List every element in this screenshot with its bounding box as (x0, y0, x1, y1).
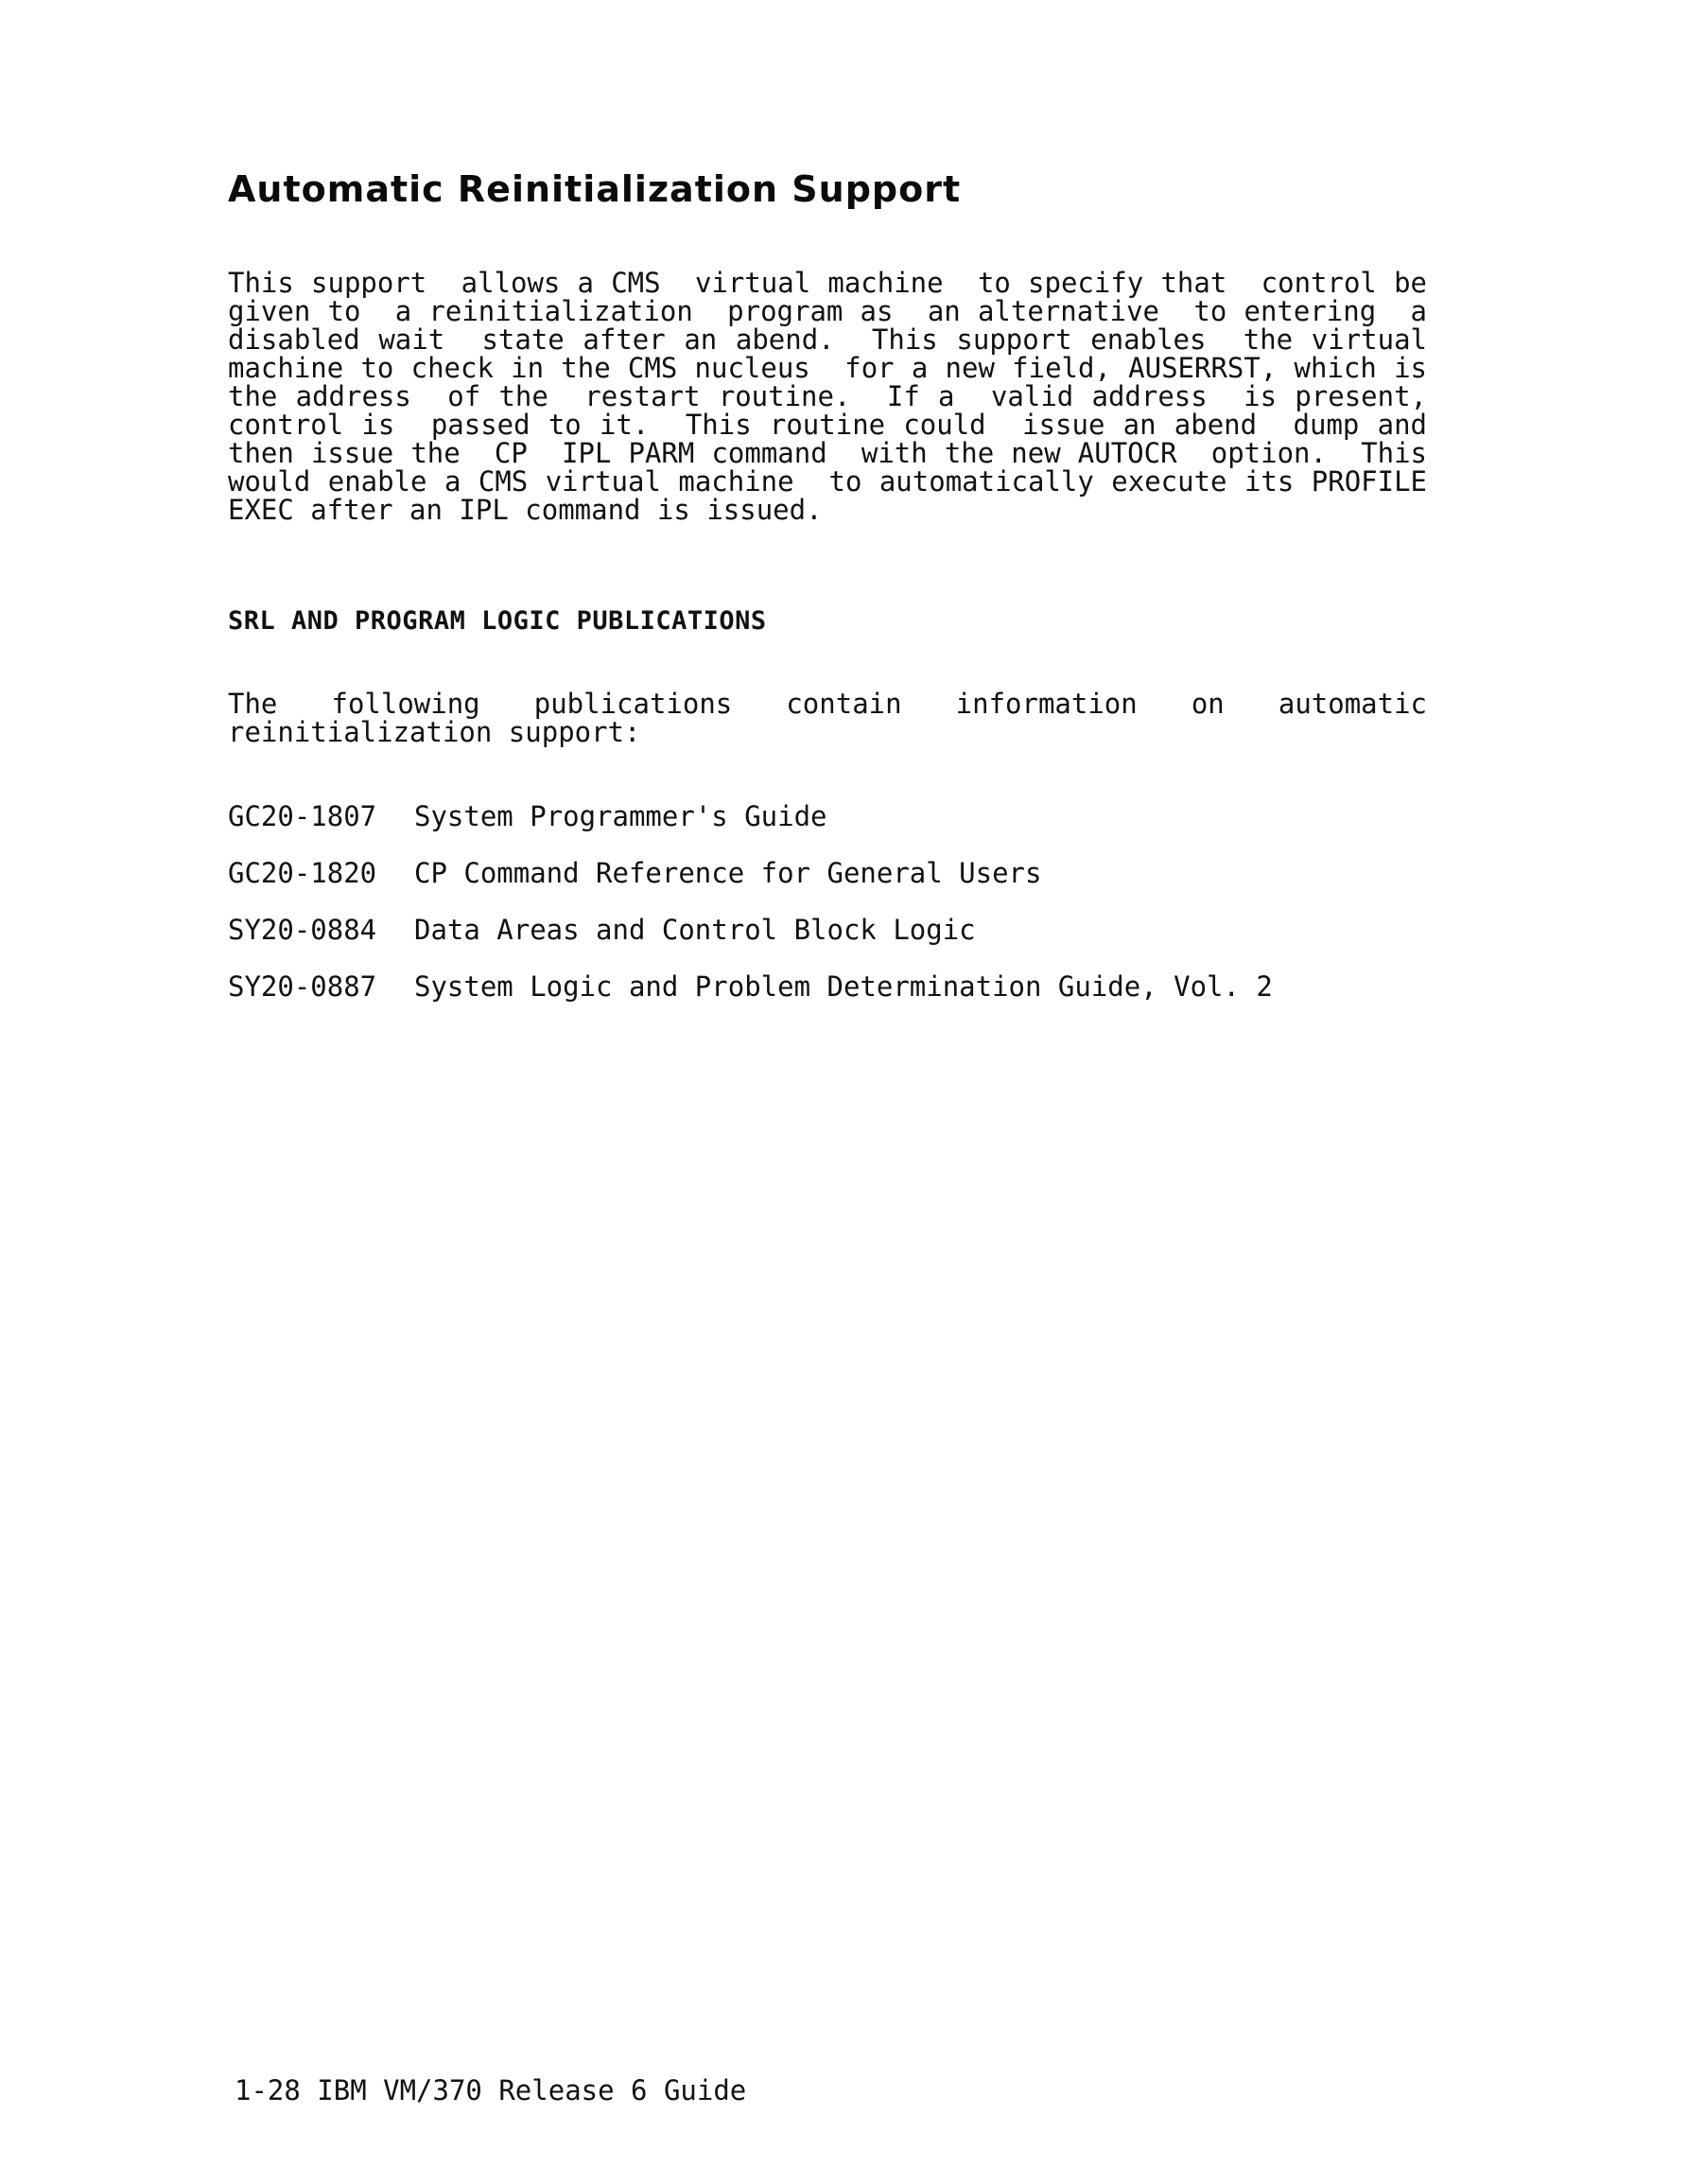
intro-line: the address of the restart routine. If a valid address is present, (228, 380, 1427, 412)
section-heading: SRL AND PROGRAM LOGIC PUBLICATIONS (228, 606, 767, 636)
following-line: reinitialization support: (228, 716, 641, 748)
intro-paragraph (228, 269, 1427, 524)
intro-line: machine to check in the CMS nucleus for a new field, AUSERRST, which is (228, 352, 1427, 384)
intro-line: then issue the CP IPL PARM command with the new AUTOCR option. This (228, 437, 1427, 469)
intro-line: given to a reinitialization program as an alternative to entering a (228, 295, 1427, 327)
publication-title: System Logic and Problem Determination Guide, Vol. 2 (414, 970, 1273, 1003)
publication-code: SY20-0884 (228, 914, 377, 946)
publication-title: CP Command Reference for General Users (414, 857, 1042, 889)
publication-item (228, 859, 1427, 916)
publication-code: GC20-1820 (228, 857, 377, 889)
intro-line: disabled wait state after an abend. This support enables the virtual (228, 323, 1427, 356)
publication-code: GC20-1807 (228, 800, 377, 832)
publication-code: SY20-0887 (228, 970, 377, 1003)
publication-list (228, 802, 1427, 1029)
page-title: Automatic Reinitialization Support (228, 168, 962, 210)
publication-item (228, 972, 1427, 1029)
intro-line: EXEC after an IPL command is issued. (228, 494, 823, 526)
publication-title: Data Areas and Control Block Logic (414, 914, 976, 946)
intro-line: control is passed to it. This routine could issue an abend dump and (228, 409, 1427, 441)
publication-item (228, 916, 1427, 972)
page-footer: 1-28 IBM VM/370 Release 6 Guide (235, 2074, 747, 2106)
publication-item (228, 802, 1427, 859)
intro-line: This support allows a CMS virtual machine to specify that control be (228, 267, 1427, 299)
intro-line: would enable a CMS virtual machine to automatically execute its PROFILE (228, 465, 1427, 498)
following-paragraph (228, 690, 1427, 746)
publication-title: System Programmer's Guide (414, 800, 827, 832)
following-line: The following publications contain information on automatic (228, 688, 1427, 720)
